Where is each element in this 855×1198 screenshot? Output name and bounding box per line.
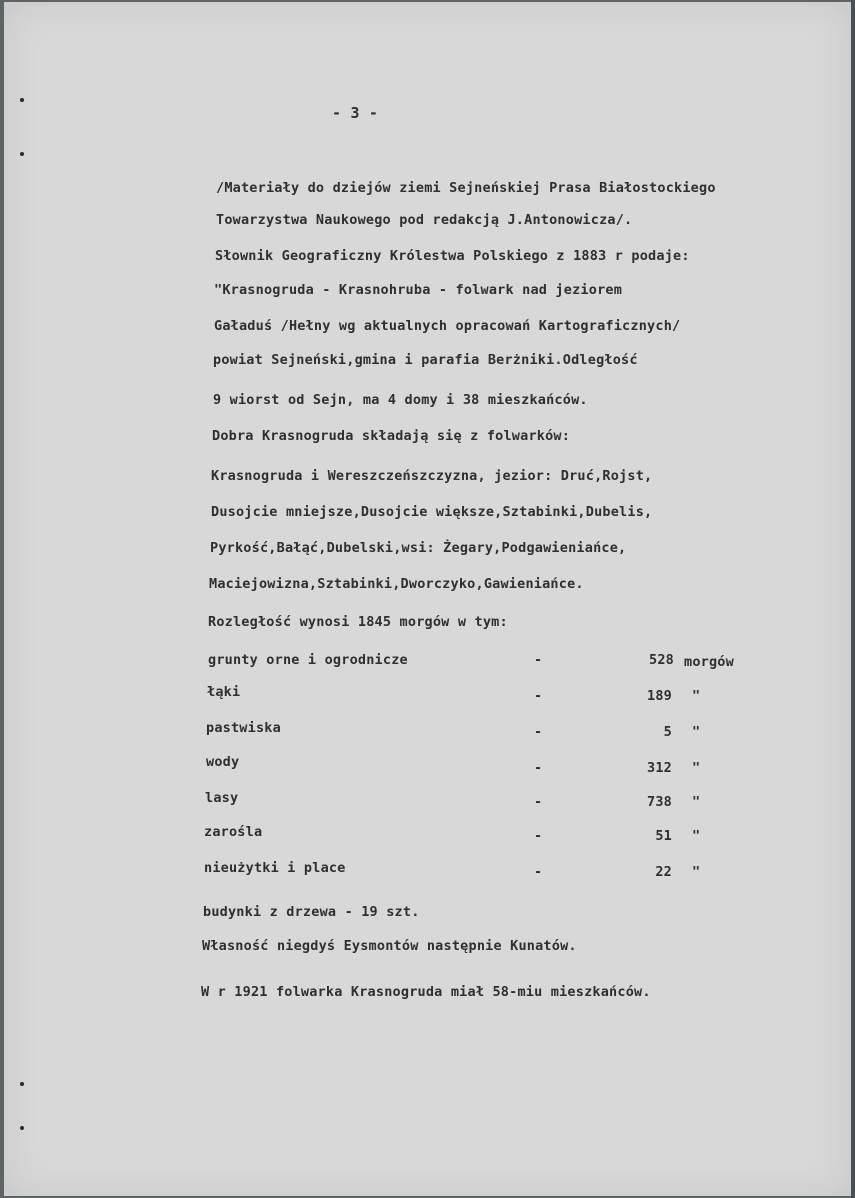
table-row-dash: -: [534, 760, 543, 776]
table-row-value: 22: [655, 864, 672, 880]
text-line: Słownik Geograficzny Królestwa Polskiego z 1883 r podaje:: [215, 248, 690, 264]
table-row-value: 5: [663, 724, 672, 740]
text-line: Własność niegdyś Eysmontów następnie Kunatów.: [202, 938, 577, 954]
table-row-value: 738: [647, 794, 672, 810]
punch-mark: [20, 152, 24, 156]
table-row-label: zarośla: [204, 824, 263, 840]
table-row-value: 51: [655, 828, 672, 844]
table-row-label: pastwiska: [206, 720, 281, 736]
punch-mark: [20, 98, 24, 102]
table-row-unit: ": [692, 828, 701, 844]
table-row-unit: ": [692, 724, 701, 740]
table-row-dash: -: [534, 688, 543, 704]
punch-mark: [20, 1082, 24, 1086]
table-row-unit: morgów: [684, 654, 734, 670]
table-row-unit: ": [692, 794, 701, 810]
table-row-value: 189: [647, 688, 672, 704]
table-row-unit: ": [692, 864, 701, 880]
table-row-label: lasy: [205, 790, 239, 806]
table-row-value: 528: [649, 652, 674, 668]
table-row-dash: -: [534, 828, 543, 844]
table-row-dash: -: [534, 724, 543, 740]
table-row-value: 312: [647, 760, 672, 776]
text-line: budynki z drzewa - 19 szt.: [203, 904, 420, 920]
table-row-label: łąki: [207, 684, 241, 700]
text-line: W r 1921 folwarka Krasnogruda miał 58-miu mieszkańców.: [201, 984, 651, 1000]
scan-edge: [851, 0, 855, 1198]
text-line: powiat Sejneński,gmina i parafia Berżniki.Odległość: [213, 352, 638, 368]
table-row-dash: -: [534, 652, 543, 668]
text-line: /Materiały do dziejów ziemi Sejneńskiej Prasa Białostockiego: [216, 180, 716, 196]
text-line: Rozległość wynosi 1845 morgów w tym:: [208, 614, 508, 630]
punch-mark: [20, 1126, 24, 1130]
page-number: - 3 -: [332, 104, 379, 122]
text-line: Pyrkość,Bałąć,Dubelski,wsi: Żegary,Podgawieniańce,: [210, 540, 627, 556]
table-row-unit: ": [692, 760, 701, 776]
text-line: 9 wiorst od Sejn, ma 4 domy i 38 mieszkańców.: [213, 392, 588, 408]
text-line: Dusojcie mniejsze,Dusojcie większe,Sztabinki,Dubelis,: [211, 504, 653, 520]
table-row-label: wody: [206, 754, 240, 770]
table-row-label: grunty orne i ogrodnicze: [208, 652, 408, 668]
text-line: Towarzystwa Naukowego pod redakcją J.Antonowicza/.: [216, 212, 633, 228]
table-row-unit: ": [692, 688, 701, 704]
text-line: Dobra Krasnogruda składają się z folwarków:: [212, 428, 571, 444]
text-line: Krasnogruda i Wereszczeńszczyzna, jezior: Druć,Rojst,: [211, 468, 653, 484]
text-line: "Krasnogruda - Krasnohruba - folwark nad jeziorem: [214, 282, 623, 298]
table-row-label: nieużytki i place: [204, 860, 346, 876]
table-row-dash: -: [534, 864, 543, 880]
text-line: Gaładuś /Hełny wg aktualnych opracowań Kartograficznych/: [214, 318, 681, 334]
text-line: Maciejowizna,Sztabinki,Dworczyko,Gawieniańce.: [209, 576, 584, 592]
table-row-dash: -: [534, 794, 543, 810]
